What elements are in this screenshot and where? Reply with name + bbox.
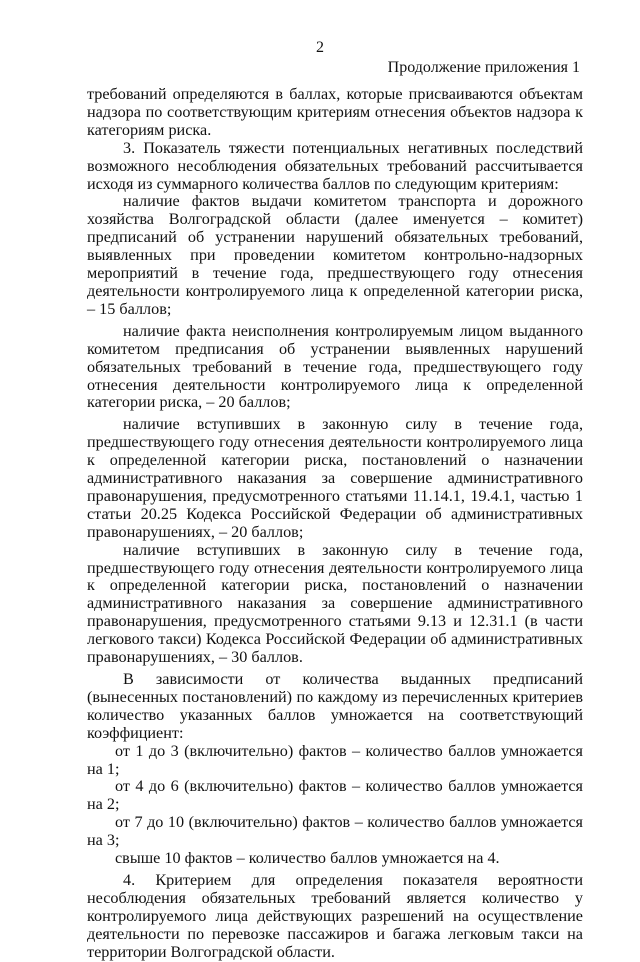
page-number: 2 <box>316 39 324 56</box>
paragraph: наличие вступивших в законную силу в течение года, предшествующего году отнесения деятельности контролируемого лица к определенной категории риска, постановлений о назначении административного наказания за совершение административного правонарушения, предусмотренного статьями 11.14.1, 19.4.1, частью 1 статьи 20.25 Кодекса Российской Федерации об административных правонарушениях, – 20 баллов; <box>87 415 583 541</box>
continuation-label: Продолжение приложения 1 <box>387 59 580 76</box>
paragraph: В зависимости от количества выданных предписаний (вынесенных постановлений) по каждому из перечисленных критериев количество указанных баллов умножается на соответствующий коэффициент: <box>87 670 583 742</box>
list-item: от 7 до 10 (включительно) фактов – количество баллов умножается на 3; <box>87 813 583 850</box>
list-item: от 1 до 3 (включительно) фактов – количество баллов умножается на 1; <box>87 741 583 778</box>
document-body <box>87 86 583 962</box>
paragraph: 3. Показатель тяжести потенциальных негативных последствий возможного несоблюдения обязательных требований рассчитывается исходя из суммарного количества баллов по следующим критериям: <box>87 138 583 193</box>
list-item: от 4 до 6 (включительно) фактов – количество баллов умножается на 2; <box>87 777 583 814</box>
paragraph: требований определяются в баллах, которые присваиваются объектам надзора по соответствующим критериям отнесения объектов надзора к категориям риска. <box>87 85 583 139</box>
paragraph: наличие факта неисполнения контролируемым лицом выданного комитетом предписания об устранении выявленных нарушений обязательных требований в течение года, предшествующего году отнесения деятельности контролируемого лица к определенной категории риска, – 20 баллов; <box>87 321 583 412</box>
paragraph: 4. Критерием для определения показателя вероятности несоблюдения обязательных требований является количество у контролируемого лица действующих разрешений на осуществление деятельности по перевозке пассажиров и багажа легковым такси на территории Волгоградской области. <box>87 870 583 961</box>
paragraph: наличие вступивших в законную силу в течение года, предшествующего году отнесения деятельности контролируемого лица к определенной категории риска, постановлений о назначении административного наказания за совершение административного правонарушения, предусмотренного статьями 9.13 и 12.31.1 (в части легкового такси) Кодекса Российской Федерации об административных правонарушениях, – 30 баллов. <box>87 540 583 667</box>
list-item: свыше 10 фактов – количество баллов умножается на 4. <box>115 849 500 868</box>
paragraph: наличие фактов выдачи комитетом транспорта и дорожного хозяйства Волгоградской области (далее именуется – комитет) предписаний об устранении нарушений обязательных требований, выявленных при проведении комитетом контрольно-надзорных мероприятий в течение года, предшествующего году отнесения деятельности контролируемого лица к определенной категории риска, – 15 баллов; <box>87 192 583 318</box>
